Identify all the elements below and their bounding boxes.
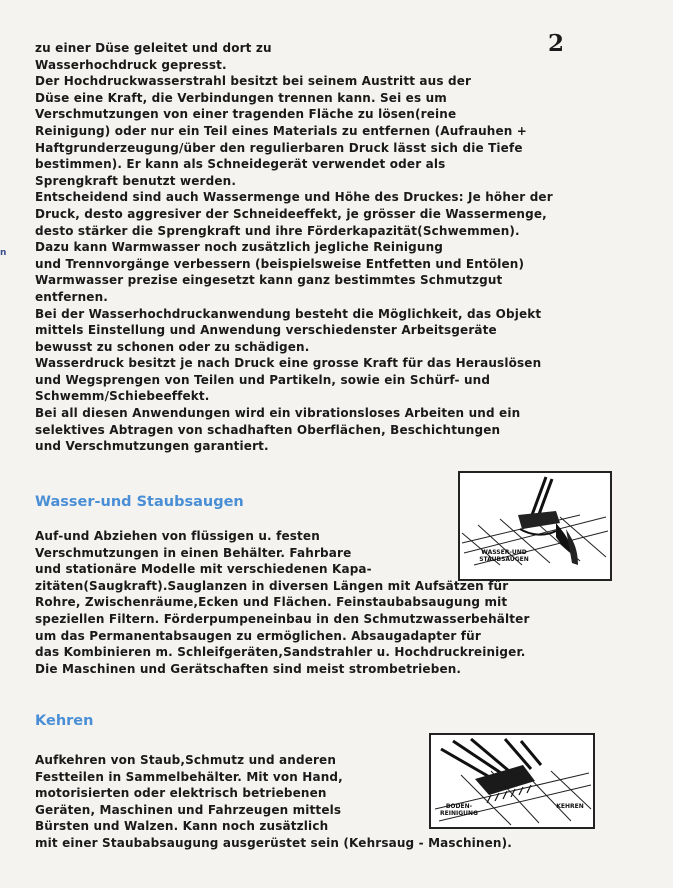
text-line: bestimmen). Er kann als Schneidegerät verwendet oder als bbox=[35, 157, 446, 172]
wasser-text bbox=[35, 528, 647, 677]
illustration-caption: KEHREN bbox=[556, 803, 584, 810]
text-line: und Trennvorgänge verbessern (beispielsweise Entfetten und Entölen) bbox=[35, 256, 525, 271]
text-line: Düse eine Kraft, die Verbindungen trennen kann. Sei es um bbox=[35, 90, 447, 105]
text-line: Bürsten und Walzen. Kann noch zusätzlich bbox=[35, 819, 329, 834]
text-line: und Verschmutzungen garantiert. bbox=[35, 439, 269, 454]
text-line: Auf-und Abziehen von flüssigen u. festen bbox=[35, 529, 320, 543]
text-line: desto stärker die Sprengkraft und ihre Förderkapazität(Schwemmen). bbox=[35, 223, 520, 238]
text-line: Bei all diesen Anwendungen wird ein vibrationsloses Arbeiten und ein bbox=[35, 406, 521, 421]
text-line: Warmwasser prezise eingesetzt kann ganz bestimmtes Schmutzgut bbox=[35, 273, 503, 288]
text-line: Rohre, Zwischenräume,Ecken und Flächen. Feinstaubabsaugung mit bbox=[35, 595, 508, 610]
text-line: Festteilen in Sammelbehälter. Mit von Hand, bbox=[35, 769, 343, 784]
text-line: Der Hochdruckwasserstrahl besitzt bei seinem Austritt aus der bbox=[35, 74, 472, 89]
text-line: speziellen Filtern. Förderpumpeneinbau in den Schmutzwasserbehälter bbox=[35, 611, 530, 626]
page-number: 2 bbox=[548, 30, 565, 57]
text-line: Schwemm/Schiebeeffekt. bbox=[35, 389, 210, 404]
illustration-caption: WASSER-UND bbox=[481, 549, 527, 556]
text-line: Wasserhochdruck gepresst. bbox=[35, 57, 227, 72]
illustration-caption: REINIGUNG bbox=[440, 810, 478, 817]
text-line: motorisierten oder elektrisch betriebenen bbox=[35, 786, 327, 801]
text-line: mit einer Staubabsaugung ausgerüstet sein (Kehrsaug - Maschinen). bbox=[35, 835, 512, 850]
text-line: Druck, desto aggresiver der Schneideeffekt, je grösser die Wassermenge, bbox=[35, 206, 547, 221]
text-line: Entscheidend sind auch Wassermenge und Höhe des Druckes: Je höher der bbox=[35, 190, 553, 205]
text-line: und Wegsprengen von Teilen und Partikeln, sowie ein Schürf- und bbox=[35, 372, 491, 387]
section-heading-wasser: Wasser-und Staubsaugen bbox=[35, 494, 244, 510]
text-line: um das Permanentabsaugen zu ermöglichen. Absaugadapter für bbox=[35, 628, 481, 643]
text-line: Aufkehren von Staub,Schmutz und anderen bbox=[35, 753, 337, 767]
kehren-text bbox=[35, 752, 647, 852]
text-line: entfernen. bbox=[35, 289, 108, 304]
text-line: Dazu kann Warmwasser noch zusätzlich jegliche Reinigung bbox=[35, 240, 444, 255]
text-line: Die Maschinen und Gerätschaften sind meist strombetrieben. bbox=[35, 661, 462, 676]
text-line: bewusst zu schonen oder zu schädigen. bbox=[35, 339, 310, 354]
illustration-caption: STAUBSAUGEN bbox=[479, 556, 529, 563]
illustration-caption: BODEN- bbox=[445, 803, 473, 810]
text-line: Sprengkraft benutzt werden. bbox=[35, 173, 237, 188]
text-line: Reinigung) oder nur ein Teil eines Materials zu entfernen (Aufrauhen + bbox=[35, 123, 528, 138]
text-line: und stationäre Modelle mit verschiedenen Kapa- bbox=[35, 562, 372, 577]
text-line: das Kombinieren m. Schleifgeräten,Sandstrahler u. Hochdruckreiniger. bbox=[35, 645, 526, 660]
intro-text bbox=[35, 40, 647, 455]
section-heading-kehren: Kehren bbox=[35, 713, 94, 729]
margin-mark: n bbox=[0, 248, 7, 258]
text-line: mittels Einstellung und Anwendung verschiedenster Arbeitsgeräte bbox=[35, 323, 497, 338]
text-line: zu einer Düse geleitet und dort zu bbox=[35, 41, 272, 55]
text-line: Verschmutzungen in einen Behälter. Fahrbare bbox=[35, 545, 352, 560]
text-line: Haftgrunderzeugung/über den regulierbaren Druck lässt sich die Tiefe bbox=[35, 140, 523, 155]
text-line: Bei der Wasserhochdruckanwendung besteht die Möglichkeit, das Objekt bbox=[35, 306, 542, 321]
text-line: zitäten(Saugkraft).Sauglanzen in diversen Längen mit Aufsätzen für bbox=[35, 578, 509, 593]
text-line: Geräten, Maschinen und Fahrzeugen mittels bbox=[35, 802, 342, 817]
text-line: Wasserdruck besitzt je nach Druck eine grosse Kraft für das Herauslösen bbox=[35, 356, 542, 371]
text-line: selektives Abtragen von schadhaften Oberflächen, Beschichtungen bbox=[35, 422, 501, 437]
text-line: Verschmutzungen von einer tragenden Fläche zu lösen(reine bbox=[35, 107, 457, 122]
